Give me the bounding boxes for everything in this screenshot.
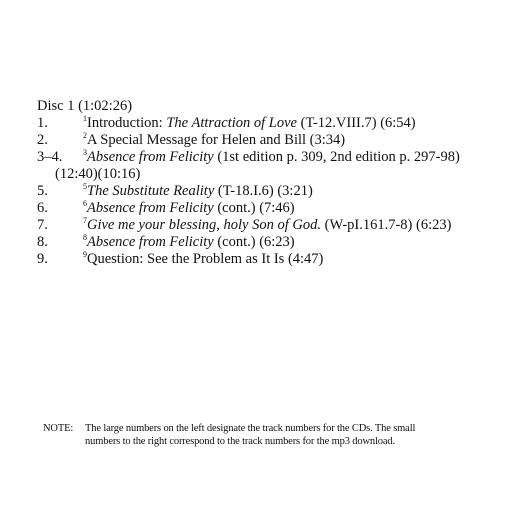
track-row [37,132,497,149]
track-row [37,115,497,132]
track-row [37,217,497,234]
cd-track-number: 6. [37,200,48,216]
track-text [83,234,295,250]
mp3-track-number: 8 [83,233,87,242]
cd-track-number: 8. [37,234,48,250]
track-title-italic: The Substitute Reality [87,183,215,199]
disc-title: Disc 1 (1:02:26) [37,98,133,114]
track-title-italic: Absence from Felicity [87,234,214,250]
track-continuation: (12:40)(10:16) [55,166,141,182]
cd-track-number: 5. [37,183,48,199]
track-row [37,251,497,268]
cd-track-number: 9. [37,251,48,267]
track-text [83,217,451,233]
note-line: numbers to the right correspond to the track numbers for the mp3 download. [85,436,395,447]
track-row [37,234,497,251]
mp3-track-number: 7 [83,216,87,225]
mp3-track-number: 3 [83,148,87,157]
note [43,422,483,448]
cd-track-number: 2. [37,132,48,148]
track-details: (W-pI.161.7-8) (6:23) [320,217,452,233]
track-title: Question: See the Problem as It Is (4:47) [87,251,324,267]
track-row [37,183,497,200]
track-details: (T-18.I.6) (3:21) [214,183,313,199]
track-text [83,200,295,216]
track-title-italic: Absence from Felicity [87,149,214,165]
mp3-track-number: 2 [83,131,87,140]
track-title-italic: The Attraction of Love [166,115,297,131]
track-text [37,149,497,183]
track-row [37,149,497,183]
track-details: (cont.) (7:46) [213,200,295,216]
cd-track-number: 7. [37,217,48,233]
note-line: The large numbers on the left designate the track numbers for the CDs. The small [85,423,416,434]
track-text [83,183,313,199]
track-title-italic: Absence from Felicity [87,200,214,216]
cd-track-number: 1. [37,115,48,131]
note-label: NOTE: [43,423,74,434]
mp3-track-number: 6 [83,199,87,208]
track-title-italic: Give me your blessing, holy Son of God. [87,217,321,233]
track-text [83,251,323,267]
track-row [37,200,497,217]
track-row [37,268,497,285]
mp3-track-number: 9 [83,250,87,259]
cd-track-number: 3–4. [37,149,63,165]
track-text [83,132,345,148]
track-details: (1st edition p. 309, 2nd edition p. 297-98) [213,149,460,165]
mp3-track-number: 5 [83,182,87,191]
track-title: A Special Message for Helen and Bill (3:34) [87,132,346,148]
track-details: (T-12.VIII.7) (6:54) [296,115,416,131]
track-listing [37,98,497,285]
track-title: Introduction: [87,115,167,131]
mp3-track-number: 1 [83,114,87,123]
track-text [83,115,416,131]
track-details: (cont.) (6:23) [213,234,295,250]
